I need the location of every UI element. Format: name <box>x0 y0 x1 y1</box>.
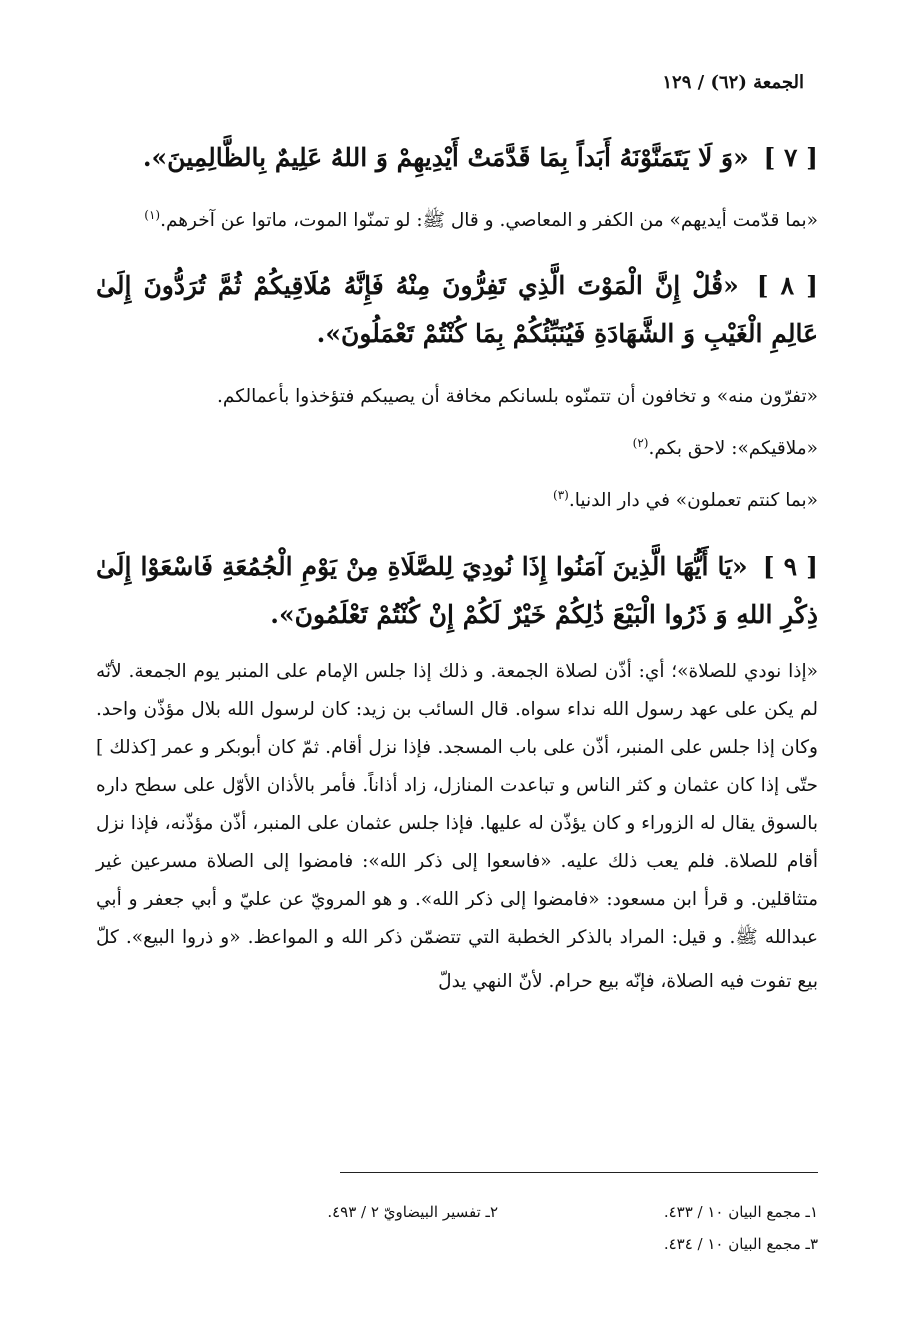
footnote-row <box>98 1228 818 1260</box>
verse-8 <box>96 262 818 358</box>
commentary-text: «إذا نودي للصلاة»؛ أي: أذّن لصلاة الجمعة. و ذلك إذا جلس الإمام على المنبر يوم الجمعة. لأنّه لم يكن على عهد رسول الله نداء سواه. قال السائب بن زيد: كان لرسول الله بلال مؤذّن واحد. وكان إذا جلس على المنبر، أذّن على باب المسجد. فإذا نزل أقام. ثمّ كان أبوبكر و عمر [كذلك ] حتّى إذا كان عثمان و كثر الناس و تباعدت المنازل، زاد أذاناً. فأمر بالأذان الأوّل على سطح داره بالسوق يقال له الزوراء و كان يؤذّن له عليها. فإذا جلس عثمان على المنبر، أذّن مؤذّنه، فإذا نزل أقام للصلاة. فلم يعب ذلك عليه. «فاسعوا إلى ذكر الله»: فامضوا إلى الصلاة مسرعين غير متثاقلين. و قرأ ابن مسعود: «فامضوا إلى ذكر الله». و هو المرويّ عن عليّ و أبي جعفر و أبي عبدالله ﷺ. و قيل: المراد بالذكر الخطبة التي تتضمّن ذكر الله و المواعظ. «و ذروا البيع». كلّ بيع تفوت فيه الصلاة، فإنّه بيع حرام. لأنّ النهي يدلّ <box>96 660 818 992</box>
verse-number: [ ٧ ] <box>763 143 818 172</box>
commentary-paragraph <box>96 372 818 416</box>
verse-text: «يَا أَيُّهَا الَّذِينَ آمَنُوا إِذَا نُودِيَ لِلصَّلَاةِ مِنْ يَوْمِ الْجُمُعَةِ فَاسْعَوْا إِلَىٰ ذِكْرِ اللهِ وَ ذَرُوا الْبَيْعَ ذَٰلِكُمْ خَيْرٌ لَكُمْ إِنْ كُنْتُمْ تَعْلَمُونَ». <box>96 551 818 629</box>
commentary-text: «ملاقيكم»: لاحق بكم. <box>648 438 818 460</box>
footnote-reference: (٣) <box>553 488 569 503</box>
main-content <box>96 134 818 1023</box>
commentary-paragraph <box>96 653 818 1001</box>
footnote-row <box>98 1196 818 1228</box>
commentary-paragraph <box>96 424 818 468</box>
verse-number: [ ٩ ] <box>762 551 818 581</box>
verse-9 <box>96 543 818 639</box>
footnote-reference: (١) <box>144 208 161 222</box>
commentary-text: «بما قدّمت أيديهم» من الكفر و المعاصي. و قال ﷺ: لو تمنّوا الموت، ماتوا عن آخرهم. <box>160 210 818 232</box>
verse-7-commentary <box>96 196 818 240</box>
footnote-divider <box>340 1172 818 1173</box>
commentary-paragraph <box>96 476 818 520</box>
commentary-paragraph <box>96 196 818 240</box>
commentary-text: «تفرّون منه» و تخافون أن تتمنّوه بلسانكم مخافة أن يصيبكم فتؤخذوا بأعمالكم. <box>217 386 818 408</box>
footnote-2: ٢ـ تفسير البيضاويّ ٢ / ٤٩٣. <box>327 1203 498 1221</box>
footnote-reference: (٢) <box>632 436 649 451</box>
verse-number: [ ٨ ] <box>756 271 818 301</box>
verse-9-commentary <box>96 653 818 1001</box>
verse-7 <box>96 134 818 182</box>
verse-text: «وَ لَا يَتَمَنَّوْنَهُ أَبَداً بِمَا قَدَّمَتْ أَيْدِيهِمْ وَ اللهُ عَلِيمٌ بِالظَّالِمِينَ». <box>142 143 749 172</box>
verse-8-commentary <box>96 372 818 520</box>
footnote-3: ٣ـ مجمع البيان ١٠ / ٤٣٤. <box>663 1235 818 1253</box>
footnotes <box>98 1196 818 1260</box>
running-header: الجمعة (٦٢) / ١٢٩ <box>662 72 804 93</box>
footnote-1: ١ـ مجمع البيان ١٠ / ٤٣٣. <box>663 1203 818 1221</box>
commentary-text: «بما كنتم تعملون» في دار الدنيا. <box>568 490 818 512</box>
verse-text: «قُلْ إِنَّ الْمَوْتَ الَّذِي تَفِرُّونَ مِنْهُ فَإِنَّهُ مُلَاقِيكُمْ ثُمَّ تُرَدُّونَ إِلَىٰ عَالِمِ الْغَيْبِ وَ الشَّهَادَةِ فَيُنَبِّئُكُمْ بِمَا كُنْتُمْ تَعْمَلُونَ». <box>96 271 818 349</box>
